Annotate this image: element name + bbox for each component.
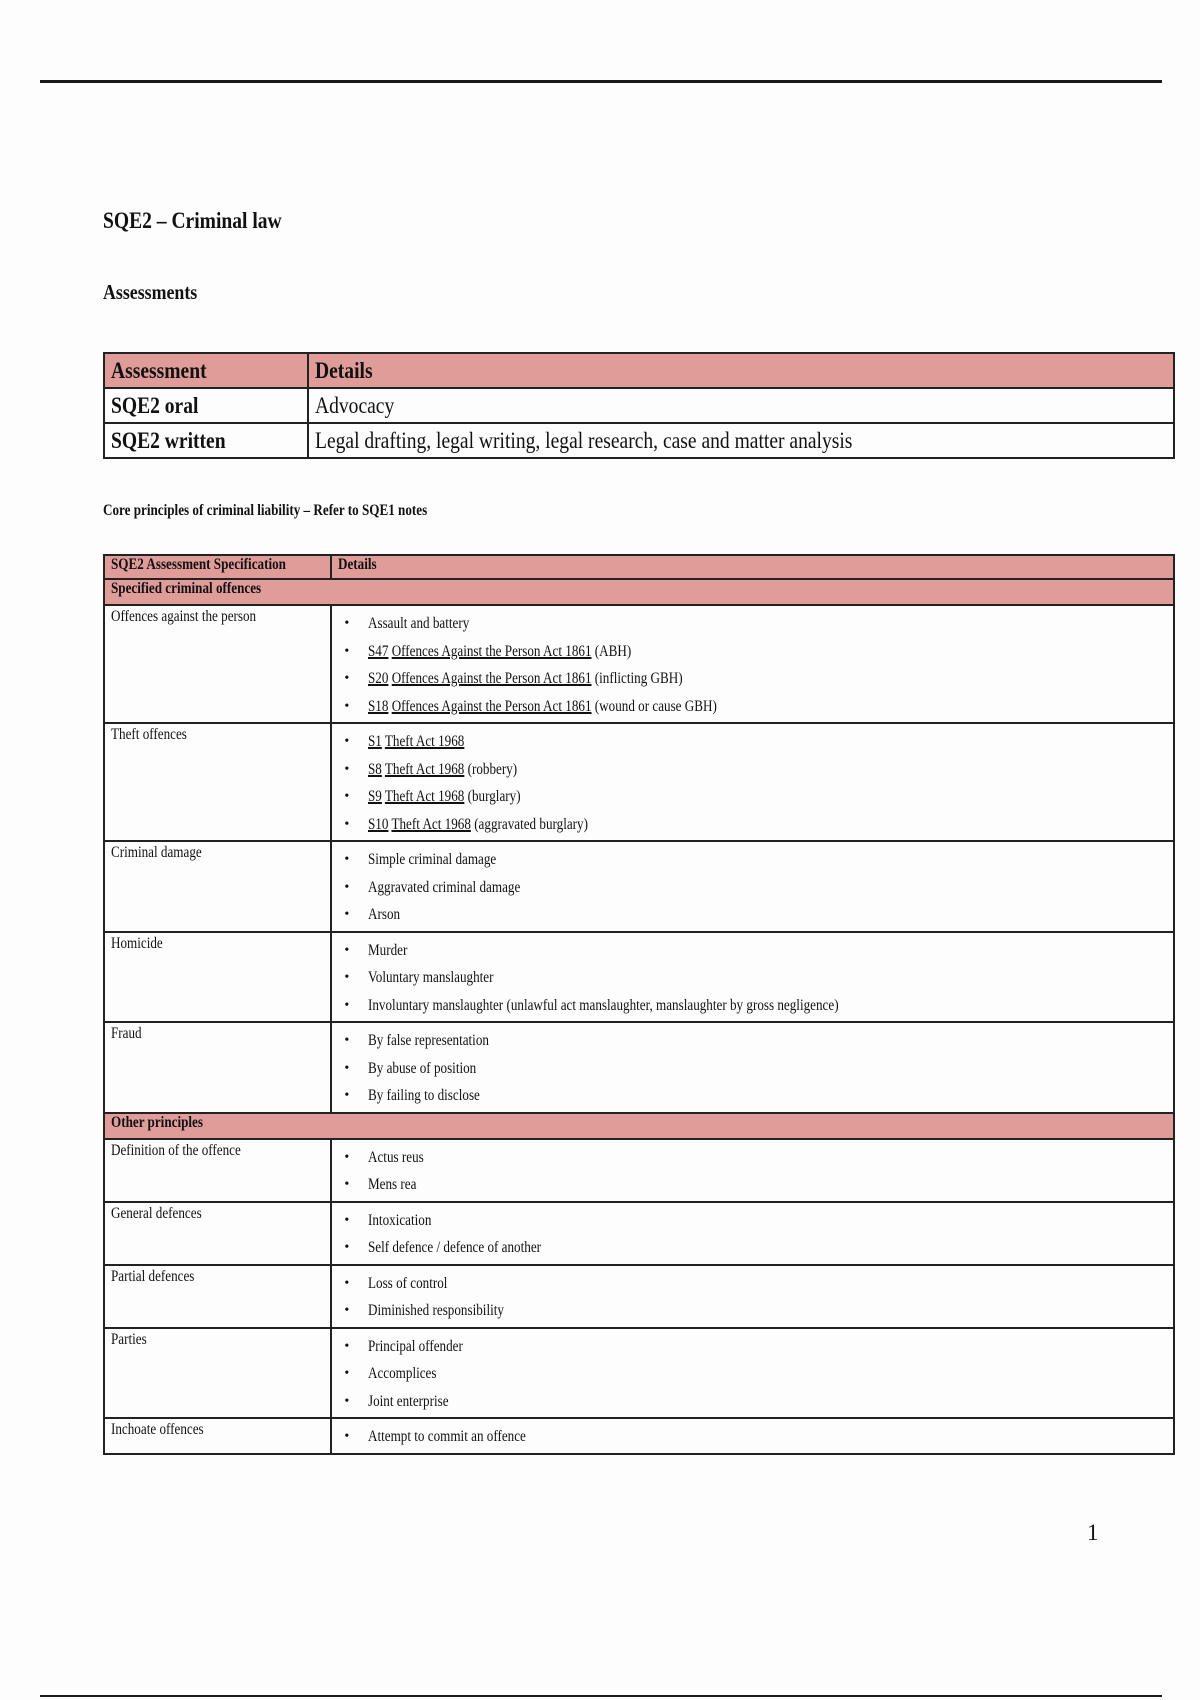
section-label: Other principles [111,1113,203,1131]
topic-label: Partial defences [111,1267,195,1285]
topic-label: Homicide [111,934,163,952]
statute-name: Theft Act 1968 [391,815,472,833]
topic-label: Parties [111,1330,147,1348]
specification-table [103,554,1175,1455]
statute-section: S9 [368,788,383,805]
item-text: Self defence / defence of another [368,1239,542,1256]
list-item [338,610,1167,638]
list-item-text [368,1360,436,1388]
list-item [338,665,1167,693]
bullet-icon: • [344,1033,350,1048]
core-principles-note: Core principles of criminal liability – Refer to SQE1 notes [103,502,428,519]
details-cell [331,1022,1174,1113]
list-item [338,1027,1167,1055]
list-item-text [368,1171,416,1199]
bullet-list [338,1203,1167,1264]
list-item [338,1207,1167,1235]
item-text: By false representation [368,1032,490,1049]
list-item [338,937,1167,965]
table-row [104,388,1174,423]
details-cell [331,932,1174,1023]
table-header-row [104,353,1174,388]
assessments-table [103,352,1175,459]
bullet-list [338,606,1167,722]
statute-section: S1 [368,733,383,750]
list-item-text [368,937,407,965]
list-item-text [368,1423,526,1451]
header-cell: Details [308,353,1174,388]
statute-section: S8 [368,760,383,778]
bullet-icon: • [344,997,350,1013]
bullet-icon: • [344,1212,350,1228]
bullet-list [338,933,1167,1022]
bullet-icon: • [344,1177,350,1192]
list-item [338,1055,1167,1083]
list-item [338,1297,1167,1325]
list-item [338,1234,1167,1262]
list-item-text [368,1027,489,1055]
topic-label: Inchoate offences [111,1421,204,1438]
bullet-list [338,1023,1167,1112]
list-item [338,1388,1167,1416]
list-item-text [368,1082,480,1110]
bullet-icon: • [344,907,350,922]
item-text: By failing to disclose [368,1087,481,1104]
list-item-text [368,610,469,638]
list-item [338,638,1167,666]
list-item [338,1333,1167,1361]
topic-label: General defences [111,1204,202,1222]
bullet-icon: • [344,789,350,804]
topic-cell [104,1202,331,1265]
list-item [338,756,1167,784]
bullet-icon: • [344,852,350,867]
statute-name: Offences Against the Person Act 1861 [392,697,592,715]
item-text: Voluntary manslaughter [368,969,494,986]
list-item-text [368,1388,449,1416]
list-item-text [368,783,521,811]
list-item-text [368,992,839,1020]
bullet-icon: • [344,970,350,985]
bullet-icon: • [344,643,350,659]
list-item-text [368,1207,431,1235]
bullet-list [338,1329,1167,1418]
bullet-icon: • [344,616,350,631]
bullet-icon: • [344,1429,350,1444]
bullet-icon: • [344,761,350,777]
bullet-list [338,1140,1167,1201]
bullet-icon: • [344,1393,350,1409]
item-text: Murder [368,941,408,959]
list-item [338,1423,1167,1451]
bullet-icon: • [344,816,350,832]
bullet-icon: • [344,1338,350,1354]
document-title: SQE2 – Criminal law [103,208,282,233]
item-text: (inflicting GBH) [595,670,683,687]
list-item [338,1360,1167,1388]
list-item-text [368,665,683,693]
list-item [338,874,1167,902]
statute-section: S10 [368,815,389,833]
item-text: Mens rea [368,1176,417,1193]
item-text: (ABH) [595,642,632,660]
item-text: Involuntary manslaughter (unlawful act manslaughter, manslaughter by gross negligence) [368,996,839,1014]
bullet-icon: • [344,698,350,714]
list-item [338,964,1167,992]
statute-section: S47 [368,642,389,660]
list-item-text [368,1144,424,1172]
statute-name: Offences Against the Person Act 1861 [392,642,592,660]
item-text: Arson [368,906,401,923]
item-text: Diminished responsibility [368,1302,505,1319]
list-item [338,1171,1167,1199]
section-header-cell [104,1113,1174,1139]
section-header-row [104,1113,1174,1139]
item-text: Assault and battery [368,615,470,632]
details-cell: Advocacy [308,388,1174,423]
page-number: 1 [1087,1520,1099,1545]
item-text: Simple criminal damage [368,851,497,868]
item-text: Principal offender [368,1337,464,1355]
section-header-cell [104,579,1174,605]
list-item-text [368,728,464,756]
bullet-list [338,1419,1167,1453]
list-item-text [368,1270,447,1298]
item-text: Loss of control [368,1274,448,1292]
list-item-text [368,964,493,992]
header-cell: SQE2 Assessment Specification [104,555,331,579]
bullet-list [338,724,1167,840]
list-item-text [368,811,588,839]
item-text: (aggravated burglary) [474,815,589,833]
item-text: Accomplices [368,1365,437,1382]
item-text: Intoxication [368,1211,432,1229]
list-item-text [368,1234,541,1262]
list-item-text [368,901,400,929]
statute-name: Offences Against the Person Act 1861 [392,670,592,687]
list-item [338,783,1167,811]
details-cell [331,841,1174,932]
topic-label: Definition of the offence [111,1141,241,1159]
section-header-row [104,579,1174,605]
table-row [104,1418,1174,1454]
topic-label: Offences against the person [111,608,257,625]
table-row [104,605,1174,723]
bullet-list [338,842,1167,931]
table-row [104,841,1174,932]
section-label: Specified criminal offences [111,580,262,597]
details-cell [331,605,1174,723]
topic-cell [104,605,331,723]
table-row [104,1265,1174,1328]
bullet-icon: • [344,1240,350,1255]
list-item-text [368,638,631,666]
table-row [104,1139,1174,1202]
table-row [104,1022,1174,1113]
bullet-icon: • [344,1366,350,1381]
item-text: (wound or cause GBH) [595,697,718,715]
topic-cell [104,1265,331,1328]
list-item-text [368,1055,476,1083]
item-text: Actus reus [368,1148,425,1166]
item-text: (robbery) [467,760,518,778]
item-text: Joint enterprise [368,1392,449,1410]
header-cell: Details [331,555,1174,579]
list-item-text [368,874,520,902]
list-item-text [368,693,717,721]
item-text: Aggravated criminal damage [368,878,521,896]
table-row [104,723,1174,841]
bullet-list [338,1266,1167,1327]
table-row [104,1202,1174,1265]
item-text: Attempt to commit an offence [368,1428,527,1445]
details-cell [331,1202,1174,1265]
statute-name: Theft Act 1968 [385,733,465,750]
topic-cell [104,723,331,841]
table-row [104,1328,1174,1419]
list-item [338,1144,1167,1172]
statute-name: Theft Act 1968 [385,760,465,778]
list-item [338,1270,1167,1298]
statute-section: S18 [368,697,389,715]
list-item [338,693,1167,721]
topic-label: Theft offences [111,726,187,743]
details-cell: Legal drafting, legal writing, legal research, case and matter analysis [308,423,1174,458]
topic-cell [104,841,331,932]
statute-name: Theft Act 1968 [385,788,465,805]
list-item-text [368,1333,463,1361]
item-text: (burglary) [467,788,521,805]
table-row [104,932,1174,1023]
bullet-icon: • [344,942,350,958]
item-text: By abuse of position [368,1059,477,1077]
bullet-icon: • [344,1303,350,1318]
footer-rule [40,1695,1162,1697]
list-item-text [368,1297,504,1325]
list-item [338,846,1167,874]
header-rule [40,80,1162,83]
bullet-icon: • [344,1149,350,1165]
table-row [104,423,1174,458]
topic-label: Criminal damage [111,844,202,861]
bullet-icon: • [344,671,350,686]
topic-cell [104,1022,331,1113]
table-header-row [104,555,1174,579]
topic-cell [104,1328,331,1419]
bullet-icon: • [344,734,350,749]
list-item-text [368,756,517,784]
bullet-icon: • [344,1060,350,1076]
bullet-icon: • [344,1088,350,1103]
list-item [338,728,1167,756]
bullet-icon: • [344,1275,350,1291]
topic-label: Fraud [111,1025,142,1042]
statute-section: S20 [368,670,389,687]
topic-cell [104,1418,331,1454]
list-item [338,992,1167,1020]
list-item [338,901,1167,929]
details-cell [331,723,1174,841]
topic-cell [104,932,331,1023]
list-item [338,1082,1167,1110]
list-item [338,811,1167,839]
details-cell [331,1328,1174,1419]
assessments-heading: Assessments [103,280,198,304]
list-item-text [368,846,496,874]
details-cell [331,1139,1174,1202]
topic-cell [104,1139,331,1202]
assessment-cell: SQE2 oral [104,388,308,423]
header-cell: Assessment [104,353,308,388]
details-cell [331,1265,1174,1328]
assessment-cell: SQE2 written [104,423,308,458]
details-cell [331,1418,1174,1454]
bullet-icon: • [344,879,350,895]
